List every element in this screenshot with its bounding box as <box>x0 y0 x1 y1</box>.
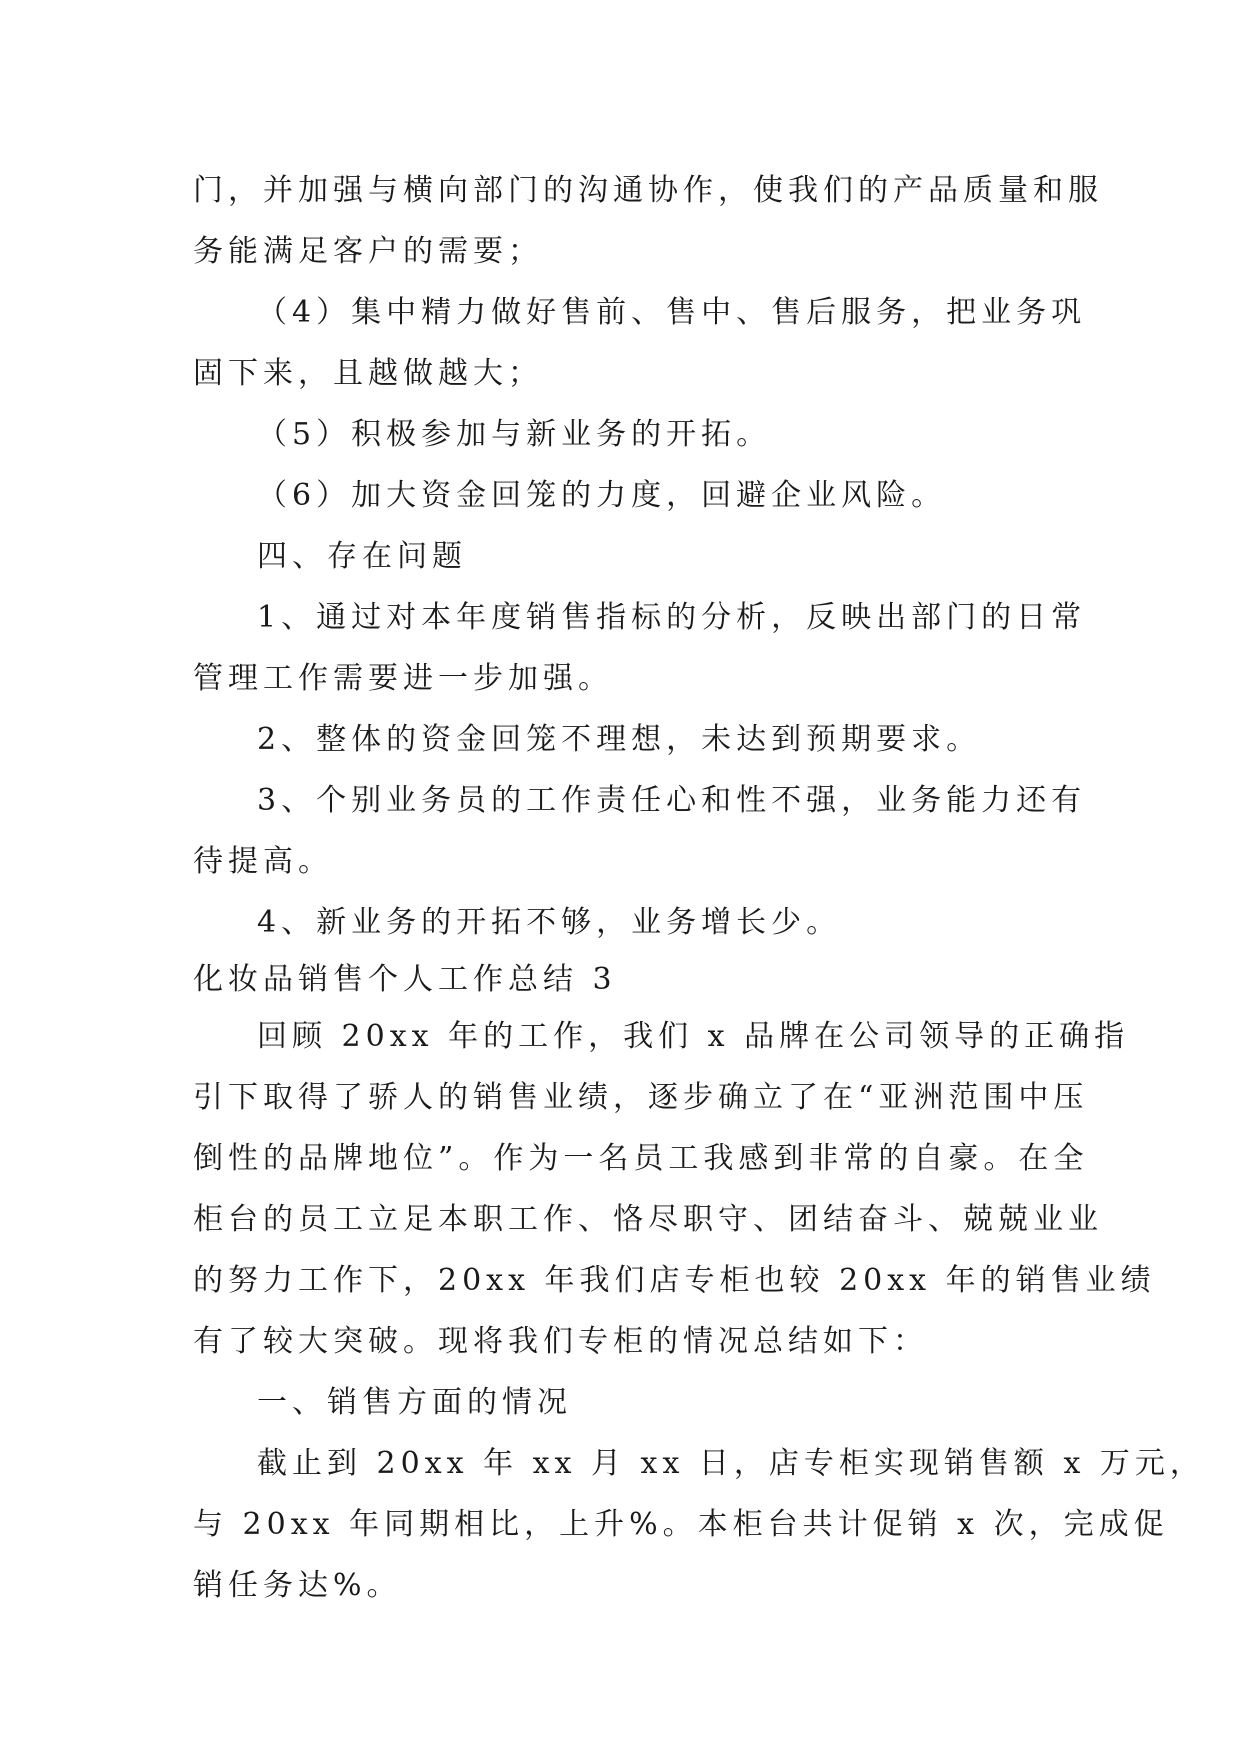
paragraph-line: 的努力工作下，20xx 年我们店专柜也较 20xx 年的销售业绩 <box>193 1263 1156 1298</box>
paragraph-line: 与 20xx 年同期相比，上升%。本柜台共计促销 x 次，完成促 <box>193 1507 1169 1542</box>
list-item: （6）加大资金回笼的力度，回避企业风险。 <box>257 478 947 513</box>
paragraph-line: 回顾 20xx 年的工作，我们 x 品牌在公司领导的正确指 <box>257 1019 1130 1054</box>
paragraph-line: 倒性的品牌地位”。作为一名员工我感到非常的自豪。在全 <box>193 1141 1089 1176</box>
document-page <box>193 160 1205 1616</box>
text-line: 门，并加强与横向部门的沟通协作，使我们的产品质量和服 <box>193 173 1103 208</box>
section-heading: 四、存在问题 <box>257 539 467 574</box>
paragraph-line: 引下取得了骄人的销售业绩，逐步确立了在“亚洲范围中压 <box>193 1080 1089 1115</box>
list-item: （4）集中精力做好售前、售中、售后服务，把业务巩 <box>257 295 1087 330</box>
text-line: 固下来，且越做越大； <box>193 356 543 391</box>
text-line: 务能满足客户的需要； <box>193 234 543 269</box>
document-title: 化妆品销售个人工作总结 3 <box>193 962 617 997</box>
list-item: 3、个别业务员的工作责任心和性不强，业务能力还有 <box>257 783 1087 818</box>
paragraph-line: 销任务达%。 <box>193 1568 402 1603</box>
text-line: 待提高。 <box>193 844 333 879</box>
text-line: 管理工作需要进一步加强。 <box>193 661 613 696</box>
paragraph-line: 截止到 20xx 年 xx 月 xx 日，店专柜实现销售额 x 万元， <box>257 1446 1205 1481</box>
paragraph-line: 柜台的员工立足本职工作、恪尽职守、团结奋斗、兢兢业业 <box>193 1202 1103 1237</box>
list-item: 1、通过对本年度销售指标的分析，反映出部门的日常 <box>257 600 1087 635</box>
list-item: 2、整体的资金回笼不理想，未达到预期要求。 <box>257 722 982 757</box>
list-item: 4、新业务的开拓不够，业务增长少。 <box>257 905 842 940</box>
paragraph-line: 有了较大突破。现将我们专柜的情况总结如下： <box>193 1324 928 1359</box>
section-heading: 一、销售方面的情况 <box>257 1385 572 1420</box>
list-item: （5）积极参加与新业务的开拓。 <box>257 417 772 452</box>
